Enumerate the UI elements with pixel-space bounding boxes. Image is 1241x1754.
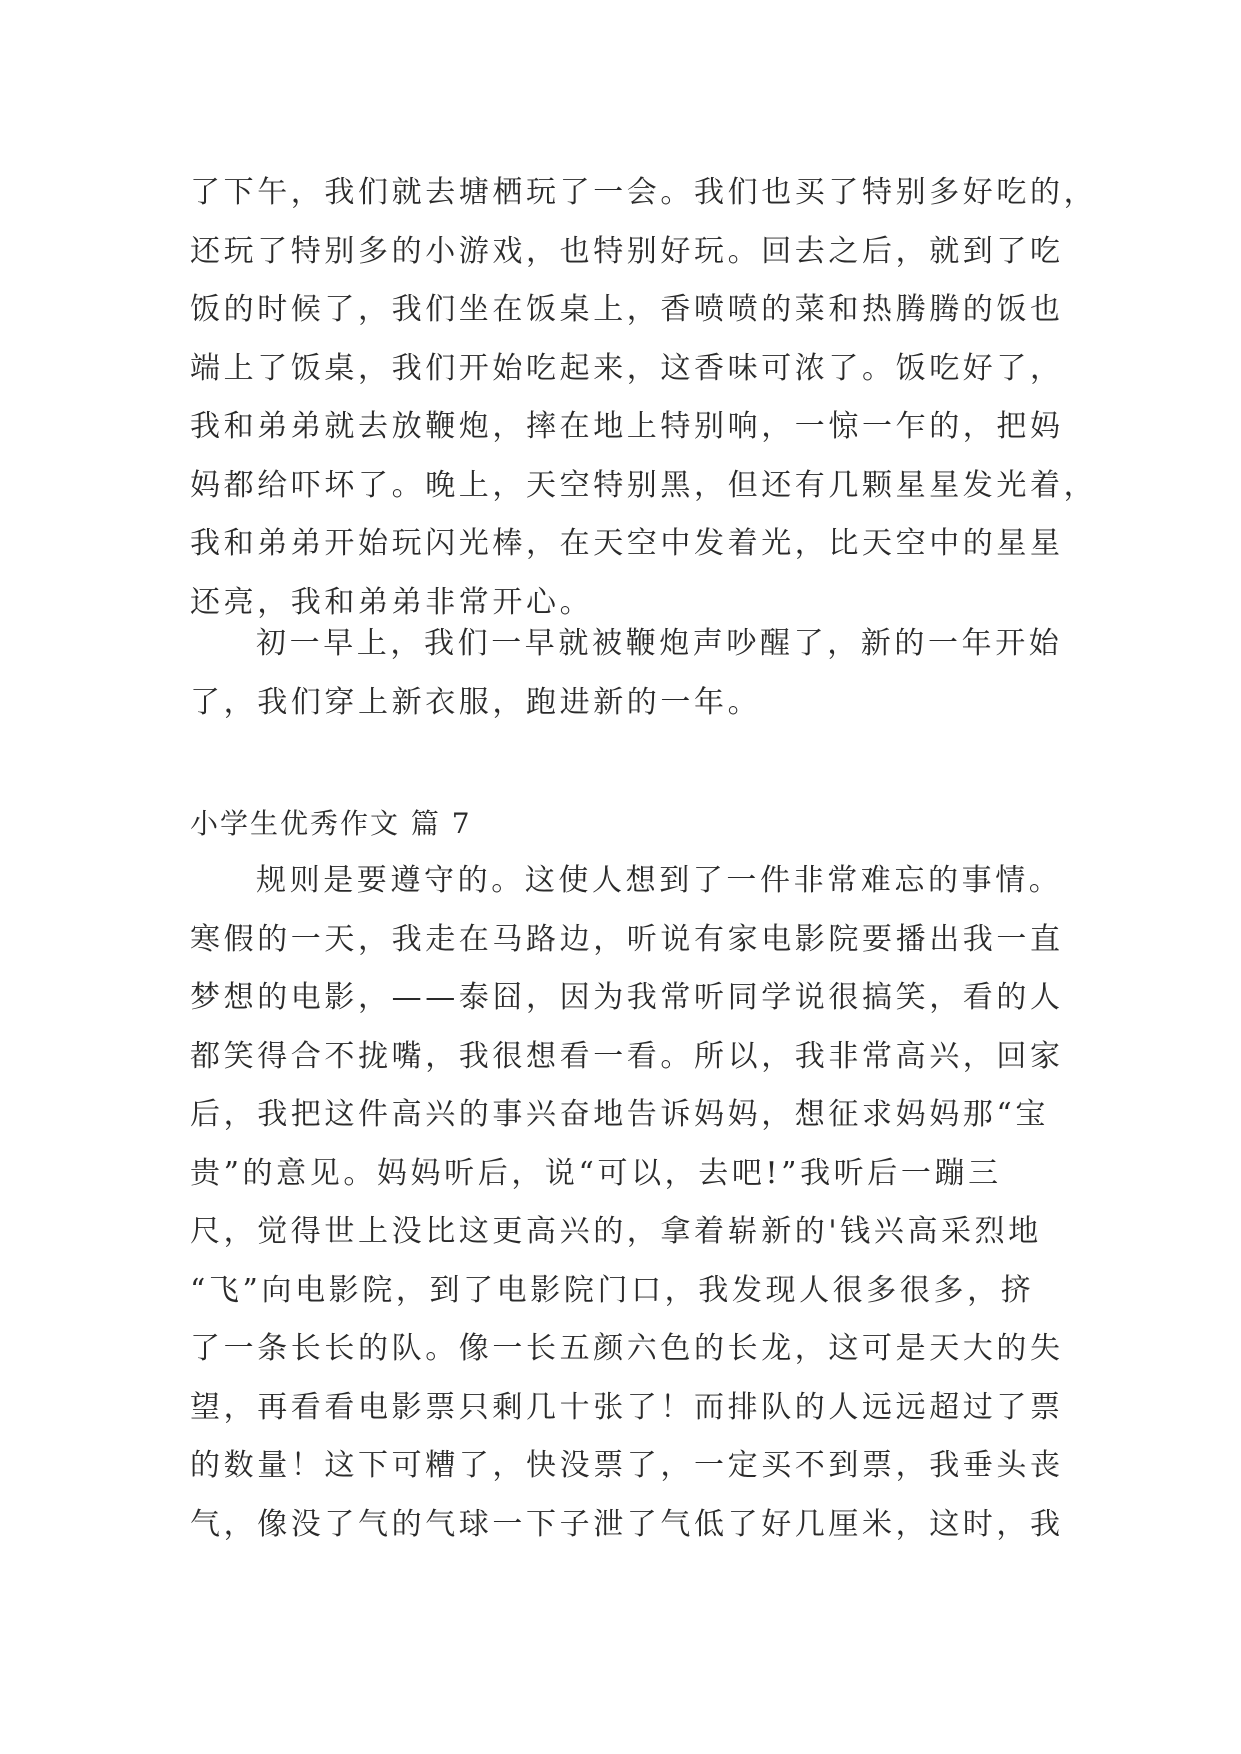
- text-line: 了一条长长的队。像一长五颜六色的长龙，这可是天大的失: [190, 1331, 1064, 1366]
- section-heading: 小学生优秀作文 篇 7: [190, 807, 472, 840]
- text-line: 尺，觉得世上没比这更高兴的，拿着崭新的'钱兴高采烈地: [190, 1214, 1042, 1249]
- text-line: 贵”的意见。妈妈听后，说“可以，去吧!”我听后一蹦三: [190, 1155, 1002, 1191]
- text-line: 气，像没了气的气球一下子泄了气低了好几厘米，这时，我: [190, 1506, 1064, 1542]
- text-line: 妈都给吓坏了。晚上，天空特别黑，但还有几颗星星发光着，: [190, 467, 1098, 503]
- text-line: 了，我们穿上新衣服，跑进新的一年。: [190, 684, 762, 720]
- text-line: 饭的时候了，我们坐在饭桌上，香喷喷的菜和热腾腾的饭也: [190, 292, 1064, 327]
- text-line: 都笑得合不拢嘴，我很想看一看。所以，我非常高兴，回家: [190, 1038, 1064, 1074]
- text-line: 还亮，我和弟弟非常开心。: [190, 584, 594, 620]
- text-line: 梦想的电影，——泰囧，因为我常听同学说很搞笑，看的人: [190, 980, 1064, 1015]
- text-line: 还玩了特别多的小游戏，也特别好玩。回去之后，就到了吃: [190, 233, 1064, 269]
- text-line: 端上了饭桌，我们开始吃起来，这香味可浓了。饭吃好了，: [190, 350, 1064, 386]
- paragraph-new-year-morning: [190, 615, 1070, 732]
- text-line: 了下午，我们就去塘栖玩了一会。我们也买了特别多好吃的，: [190, 175, 1098, 210]
- text-line: 后，我把这件高兴的事兴奋地告诉妈妈，想征求妈妈那“宝: [190, 1097, 1049, 1132]
- paragraph-essay-seven: [190, 852, 1070, 1554]
- paragraph-new-year-evening: [190, 164, 1098, 632]
- text-line: 我和弟弟就去放鞭炮，摔在地上特别响，一惊一乍的，把妈: [190, 409, 1064, 444]
- text-line: 初一早上，我们一早就被鞭炮声吵醒了，新的一年开始: [256, 626, 1063, 661]
- text-line: 的数量！这下可糟了，快没票了，一定买不到票，我垂头丧: [190, 1448, 1064, 1483]
- text-line: 望，再看看电影票只剩几十张了！而排队的人远远超过了票: [190, 1389, 1064, 1425]
- text-line: 规则是要遵守的。这使人想到了一件非常难忘的事情。: [256, 863, 1063, 898]
- text-line: 我和弟弟开始玩闪光棒，在天空中发着光，比天空中的星星: [190, 526, 1064, 561]
- text-line: “飞”向电影院，到了电影院门口，我发现人很多很多，挤: [190, 1272, 1035, 1308]
- text-line: 寒假的一天，我走在马路边，听说有家电影院要播出我一直: [190, 921, 1064, 957]
